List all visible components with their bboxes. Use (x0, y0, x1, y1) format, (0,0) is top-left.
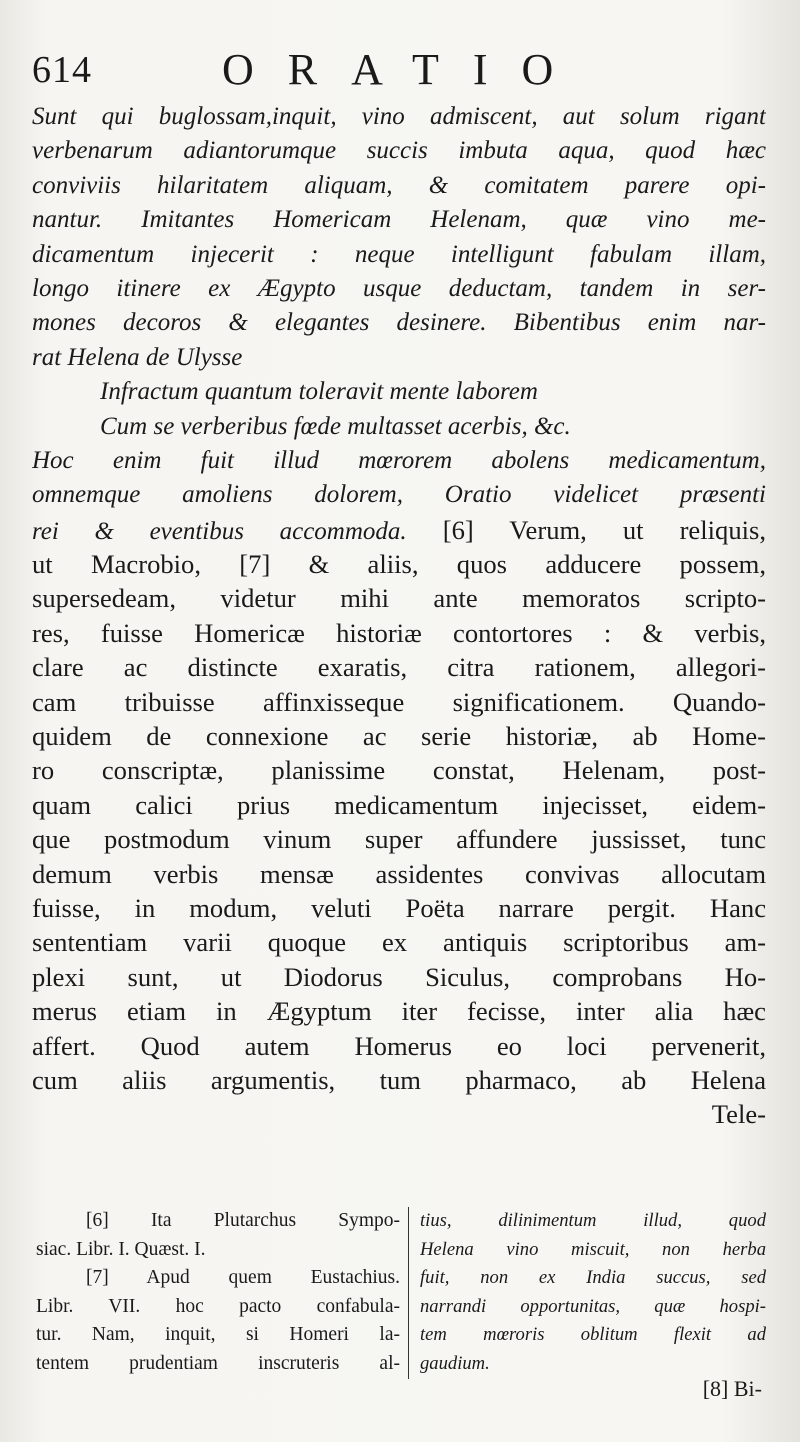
italic-segment: rei & eventibus accommoda. (32, 517, 407, 545)
footnote-line: tur. Nam, inquit, si Homeri la- (36, 1324, 400, 1346)
text-line: dicamentum injecerit : neque intelligunt fabulam illam, (32, 240, 766, 268)
text-line: conviviis hilaritatem aliquam, & comitatem parere opi- (32, 171, 766, 199)
footnote-line: tem mœroris oblitum flexit ad (420, 1324, 766, 1346)
running-title: ORATIO (222, 45, 588, 94)
footnote-column-divider (408, 1207, 409, 1379)
main-text-block (32, 100, 766, 1132)
text-line: fuisse, in modum, veluti Poëta narrare pergit. Hanc (32, 892, 766, 923)
text-line: affert. Quod autem Homerus eo loci pervenerit, (32, 1030, 766, 1061)
text-line: verbenarum adiantorumque succis imbuta aqua, quod hæc (32, 137, 766, 165)
text-line: ro conscriptæ, planissime constat, Helenam, post- (32, 755, 766, 786)
text-line: longo itinere ex Ægypto usque deductam, tandem in ser- (32, 274, 766, 302)
text-line: nantur. Imitantes Homericam Helenam, quæ vino me- (32, 206, 766, 234)
text-line: supersedeam, videtur mihi ante memoratos scripto- (32, 583, 766, 614)
text-line: cum aliis argumentis, tum pharmaco, ab Helena (32, 1064, 766, 1095)
text-line: Sunt qui buglossam,inquit, vino admiscent, aut solum rigant (32, 103, 766, 130)
text-line: mones decoros & elegantes desinere. Bibentibus enim nar- (32, 309, 766, 337)
text-line: Infractum quantum toleravit mente laborem (100, 378, 538, 406)
footnotes (36, 1207, 770, 1377)
roman-segment: [6] Verum, ut reliquis, (406, 514, 766, 545)
text-line: Hoc enim fuit illud mœrorem abolens medicamentum, (32, 446, 766, 474)
text-line: que postmodum vinum super affundere jussisset, tunc (32, 824, 766, 855)
text-line: quidem de connexione ac serie historiæ, ab Home- (32, 721, 766, 752)
text-line: cam tribuisse affinxisseque significationem. Quando- (32, 686, 766, 717)
footnote-line: tentem prudentiam inscruteris al- (36, 1352, 400, 1374)
text-line: Tele- (711, 1099, 766, 1130)
text-line: merus etiam in Ægyptum iter fecisse, inter alia hæc (32, 996, 766, 1027)
text-line: demum verbis mensæ assidentes convivas allocutam (32, 858, 766, 889)
page-number: 614 (32, 49, 92, 91)
footnote-line: siac. Libr. I. Quæst. I. (36, 1238, 206, 1260)
text-line: omnemque amoliens dolorem, Oratio videlicet præsenti (32, 481, 766, 509)
footnote-line: Libr. VII. hoc pacto confabula- (36, 1295, 400, 1317)
page-header (32, 42, 760, 98)
footnote-line: tius, dilinimentum illud, quod (420, 1210, 766, 1231)
text-line: Cum se verberibus fœde multasset acerbis, &c. (100, 412, 571, 440)
text-line: rat Helena de Ulysse (32, 343, 243, 371)
text-line: quam calici prius medicamentum injecisset, eidem- (32, 789, 766, 820)
text-line: plexi sunt, ut Diodorus Siculus, comprobans Ho- (32, 961, 766, 992)
footnote-line: gaudium. (420, 1352, 490, 1374)
text-line: ut Macrobio, [7] & aliis, quos adducere possem, (32, 549, 766, 580)
footnote-line: Helena vino miscuit, non herba (420, 1238, 766, 1260)
text-line: sententiam varii quoque ex antiquis scriptoribus am- (32, 927, 766, 958)
footnote-line: [6] Ita Plutarchus Sympo- (86, 1210, 400, 1231)
footnote-line: [7] Apud quem Eustachius. (86, 1267, 400, 1289)
footnote-line: narrandi opportunitas, quæ hospi- (420, 1295, 766, 1317)
text-line (32, 513, 766, 547)
footnote-line: fuit, non ex India succus, sed (420, 1267, 766, 1289)
footnotes-right-column (420, 1207, 766, 1379)
catchword: [8] Bi- (702, 1376, 762, 1401)
footnotes-left-column (36, 1207, 400, 1379)
text-line: res, fuisse Homericæ historiæ contortores : & verbis, (32, 617, 766, 648)
text-line: clare ac distincte exaratis, citra rationem, allegori- (32, 652, 766, 683)
